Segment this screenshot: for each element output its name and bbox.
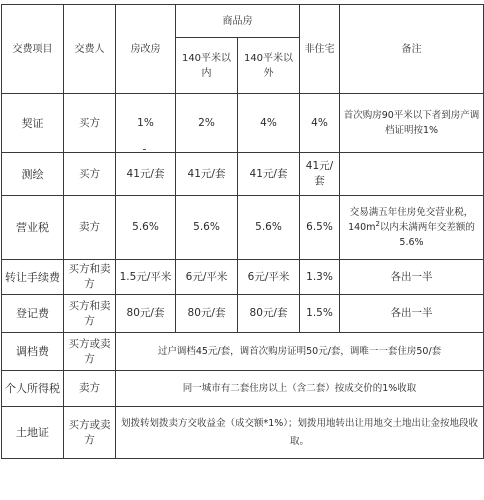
row-over-140-value: 80元/套 bbox=[238, 295, 300, 333]
header-payer: 交费人 bbox=[64, 5, 116, 94]
header-under-140: 140平米以内 bbox=[176, 38, 238, 94]
row-payer: 买方或卖方 bbox=[64, 333, 116, 371]
row-non-residential-value: 4% bbox=[300, 94, 340, 153]
row-non-residential-value: 6.5% bbox=[300, 196, 340, 260]
row-non-residential-value: 1.5% bbox=[300, 295, 340, 333]
row-under-140-value: 2% bbox=[176, 94, 238, 153]
row-reform-value: 41元/套 bbox=[116, 153, 176, 196]
table-row bbox=[2, 260, 484, 295]
row-payer: 买方和卖方 bbox=[64, 260, 116, 295]
row-item: 测绘 bbox=[2, 153, 64, 196]
header-row-1 bbox=[2, 5, 484, 38]
row-over-140-value: 6元/平米 bbox=[238, 260, 300, 295]
row-merged-description: 同一城市有二套住房以上（含二套）按成交价的1%收取 bbox=[116, 371, 484, 407]
row-under-140-value: 5.6% bbox=[176, 196, 238, 260]
row-non-residential-value: 41元/套 bbox=[300, 153, 340, 196]
row-reform-value: 80元/套 bbox=[116, 295, 176, 333]
table-row bbox=[2, 407, 484, 459]
table-row bbox=[2, 295, 484, 333]
table-row bbox=[2, 94, 484, 153]
row-under-140-value: 80元/套 bbox=[176, 295, 238, 333]
row-item: 个人所得税 bbox=[2, 371, 64, 407]
row-item: 转让手续费 bbox=[2, 260, 64, 295]
row-over-140-value: 5.6% bbox=[238, 196, 300, 260]
table-row bbox=[2, 153, 484, 196]
stray-dot-mark bbox=[143, 149, 146, 150]
row-note: 各出一半 bbox=[340, 295, 484, 333]
row-note bbox=[340, 153, 484, 196]
row-non-residential-value: 1.3% bbox=[300, 260, 340, 295]
row-under-140-value: 6元/平米 bbox=[176, 260, 238, 295]
row-over-140-value: 41元/套 bbox=[238, 153, 300, 196]
row-merged-description: 过户调档45元/套，调首次购房证明50元/套，调唯一一套住房50/套 bbox=[116, 333, 484, 371]
header-non-residential: 非住宅 bbox=[300, 5, 340, 94]
row-note bbox=[340, 196, 484, 260]
header-reform-housing: 房改房 bbox=[116, 5, 176, 94]
fee-table bbox=[1, 4, 484, 459]
row-item: 土地证 bbox=[2, 407, 64, 459]
row-payer: 买方或卖方 bbox=[64, 407, 116, 459]
row-payer: 买方 bbox=[64, 153, 116, 196]
row-reform-value: 1% bbox=[116, 94, 176, 153]
header-notes: 备注 bbox=[340, 5, 484, 94]
row-note: 首次购房90平米以下者到房产调档证明按1% bbox=[340, 94, 484, 153]
row-reform-value: 1.5元/平米 bbox=[116, 260, 176, 295]
table-row bbox=[2, 196, 484, 260]
row-item: 契证 bbox=[2, 94, 64, 153]
row-item: 营业税 bbox=[2, 196, 64, 260]
row-over-140-value: 4% bbox=[238, 94, 300, 153]
row-item: 登记费 bbox=[2, 295, 64, 333]
row-item: 调档费 bbox=[2, 333, 64, 371]
table-row bbox=[2, 371, 484, 407]
row-under-140-value: 41元/套 bbox=[176, 153, 238, 196]
row-reform-value: 5.6% bbox=[116, 196, 176, 260]
row-payer: 买方和卖方 bbox=[64, 295, 116, 333]
header-commercial-housing: 商品房 bbox=[176, 5, 300, 38]
note-superscript: 2 bbox=[375, 219, 380, 228]
row-payer: 买方 bbox=[64, 94, 116, 153]
table-row bbox=[2, 333, 484, 371]
row-payer: 卖方 bbox=[64, 371, 116, 407]
row-note: 各出一半 bbox=[340, 260, 484, 295]
note-text-a: 交易满五年住房免交营业税，140m bbox=[348, 207, 474, 233]
header-item: 交费项目 bbox=[2, 5, 64, 94]
note-text-b: 以内未满两年交差额的5.6% bbox=[379, 222, 475, 248]
header-over-140: 140平米以外 bbox=[238, 38, 300, 94]
row-merged-description: 划拨转划拨卖方交收益金（成交额*1%）；划拨用地转出让用地交土地出让金按地段收取。 bbox=[116, 407, 484, 459]
row-payer: 卖方 bbox=[64, 196, 116, 260]
